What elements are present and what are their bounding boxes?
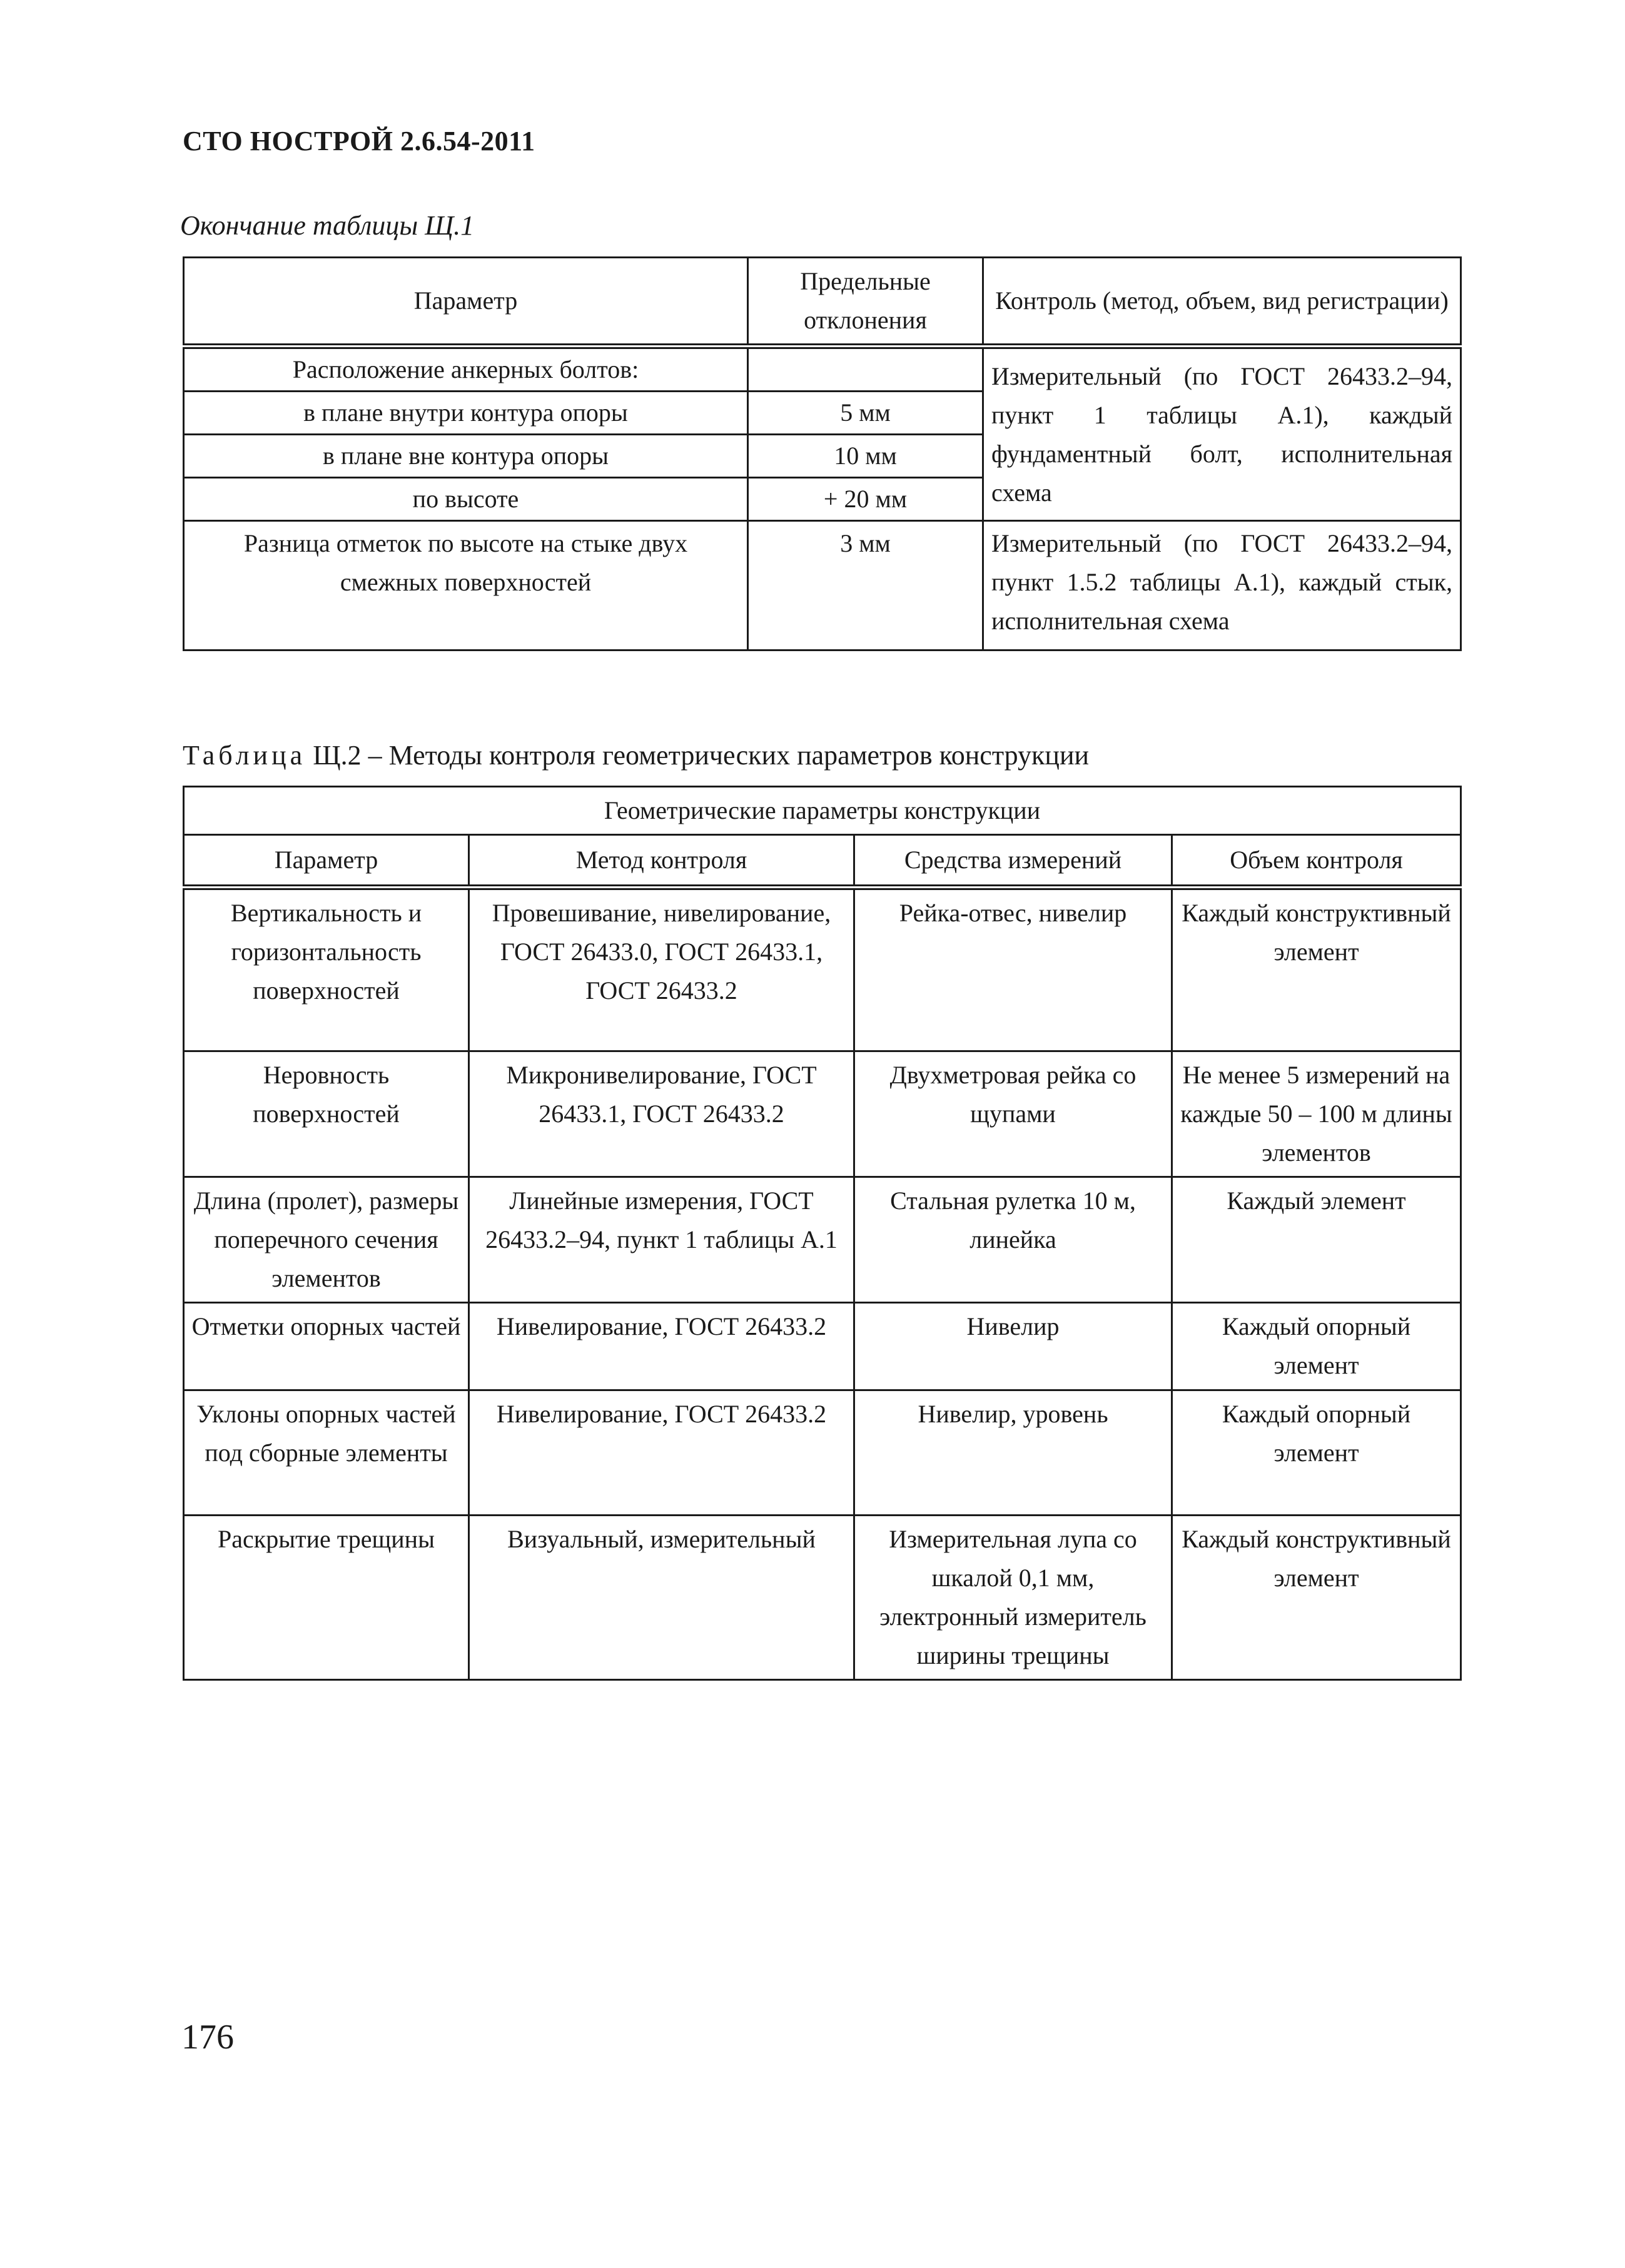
table2-cell: Рейка-отвес, нивелир xyxy=(854,888,1172,1051)
table2-cell: Нивелирование, ГОСТ 26433.2 xyxy=(469,1303,854,1390)
table2-cell: Провешивание, нивелирование, ГОСТ 26433.0, ГОСТ 26433.1, ГОСТ 26433.2 xyxy=(469,888,854,1051)
table2-cell: Нивелир xyxy=(854,1303,1172,1390)
table2-cell: Каждый конструктивный элемент xyxy=(1172,888,1461,1051)
table2-caption xyxy=(183,739,1089,771)
table2-row xyxy=(184,888,1461,1051)
table2-row xyxy=(184,1303,1461,1390)
table1-cell xyxy=(748,347,983,392)
table2-cell: Каждый опорный элемент xyxy=(1172,1303,1461,1390)
table2-header-cell: Средства измерений xyxy=(854,835,1172,888)
table2-cell: Раскрытие трещины xyxy=(184,1516,469,1680)
table2-cell: Стальная рулетка 10 м, линейка xyxy=(854,1177,1172,1303)
table2-cell: Визуальный, измерительный xyxy=(469,1516,854,1680)
table1-cell: 5 мм xyxy=(748,392,983,435)
table1-row xyxy=(184,347,1461,392)
table2-cell: Микронивелирование, ГОСТ 26433.1, ГОСТ 26433.2 xyxy=(469,1051,854,1177)
table1-cell: Разница отметок по высоте на стыке двух смежных поверхностей xyxy=(184,521,748,651)
table1-cell: в плане внутри контура опоры xyxy=(184,392,748,435)
table1-cell: по высоте xyxy=(184,478,748,521)
table1-cell: в плане вне контура опоры xyxy=(184,435,748,478)
table2-group-header: Геометрические параметры конструкции xyxy=(184,787,1461,835)
table2-cell: Каждый элемент xyxy=(1172,1177,1461,1303)
table2-group-header-row xyxy=(184,787,1461,835)
table1-cell: 10 мм xyxy=(748,435,983,478)
document-code: СТО НОСТРОЙ 2.6.54-2011 xyxy=(183,126,535,156)
table2-cell: Неровность поверхностей xyxy=(184,1051,469,1177)
table2-row xyxy=(184,1177,1461,1303)
table2-row xyxy=(184,1051,1461,1177)
table2-cell: Нивелирование, ГОСТ 26433.2 xyxy=(469,1390,854,1516)
table1-header-cell: Предельные отклонения xyxy=(748,258,983,347)
table2-cell: Каждый конструктивный элемент xyxy=(1172,1516,1461,1680)
table1 xyxy=(183,256,1462,651)
table2-cell: Линейные измерения, ГОСТ 26433.2–94, пункт 1 таблицы А.1 xyxy=(469,1177,854,1303)
table2-caption-prefix: Таблица xyxy=(183,740,306,771)
table2-cell: Длина (пролет), размеры поперечного сечения элементов xyxy=(184,1177,469,1303)
table2-cell: Вертикальность и горизонтальность поверхностей xyxy=(184,888,469,1051)
table2-cell: Каждый опорный элемент xyxy=(1172,1390,1461,1516)
table2-cell: Измерительная лупа со шкалой 0,1 мм, электронный измеритель ширины трещины xyxy=(854,1516,1172,1680)
table2-row xyxy=(184,1390,1461,1516)
table1-cell: Измерительный (по ГОСТ 26433.2–94, пункт 1.5.2 таблицы А.1), каждый стык, исполнительная схема xyxy=(983,521,1461,651)
table1-header-row xyxy=(184,258,1461,347)
table1-group-label: Расположение анкерных болтов: xyxy=(184,347,748,392)
table2-header-cell: Метод контроля xyxy=(469,835,854,888)
table1-cell: + 20 мм xyxy=(748,478,983,521)
table1-group-control: Измерительный (по ГОСТ 26433.2–94, пункт 1 таблицы А.1), каждый фундаментный болт, исполнительная схема xyxy=(983,347,1461,521)
table2-header-cell: Параметр xyxy=(184,835,469,888)
table2-cell: Нивелир, уровень xyxy=(854,1390,1172,1516)
table2 xyxy=(183,786,1462,1681)
table1-caption: Окончание таблицы Щ.1 xyxy=(180,210,475,241)
table2-cell: Уклоны опорных частей под сборные элементы xyxy=(184,1390,469,1516)
table1-cell: 3 мм xyxy=(748,521,983,651)
table2-caption-text: Щ.2 – Методы контроля геометрических параметров конструкции xyxy=(306,740,1090,771)
table2-cell: Двухметровая рейка со щупами xyxy=(854,1051,1172,1177)
table2-header-cell: Объем контроля xyxy=(1172,835,1461,888)
table2-row xyxy=(184,1516,1461,1680)
page-number: 176 xyxy=(181,2018,234,2057)
table2-cell: Не менее 5 измерений на каждые 50 – 100 м длины элементов xyxy=(1172,1051,1461,1177)
table1-header-cell: Контроль (метод, объем, вид регистрации) xyxy=(983,258,1461,347)
table1-row xyxy=(184,521,1461,651)
table1-header-cell: Параметр xyxy=(184,258,748,347)
table2-header-row xyxy=(184,835,1461,888)
table2-cell: Отметки опорных частей xyxy=(184,1303,469,1390)
